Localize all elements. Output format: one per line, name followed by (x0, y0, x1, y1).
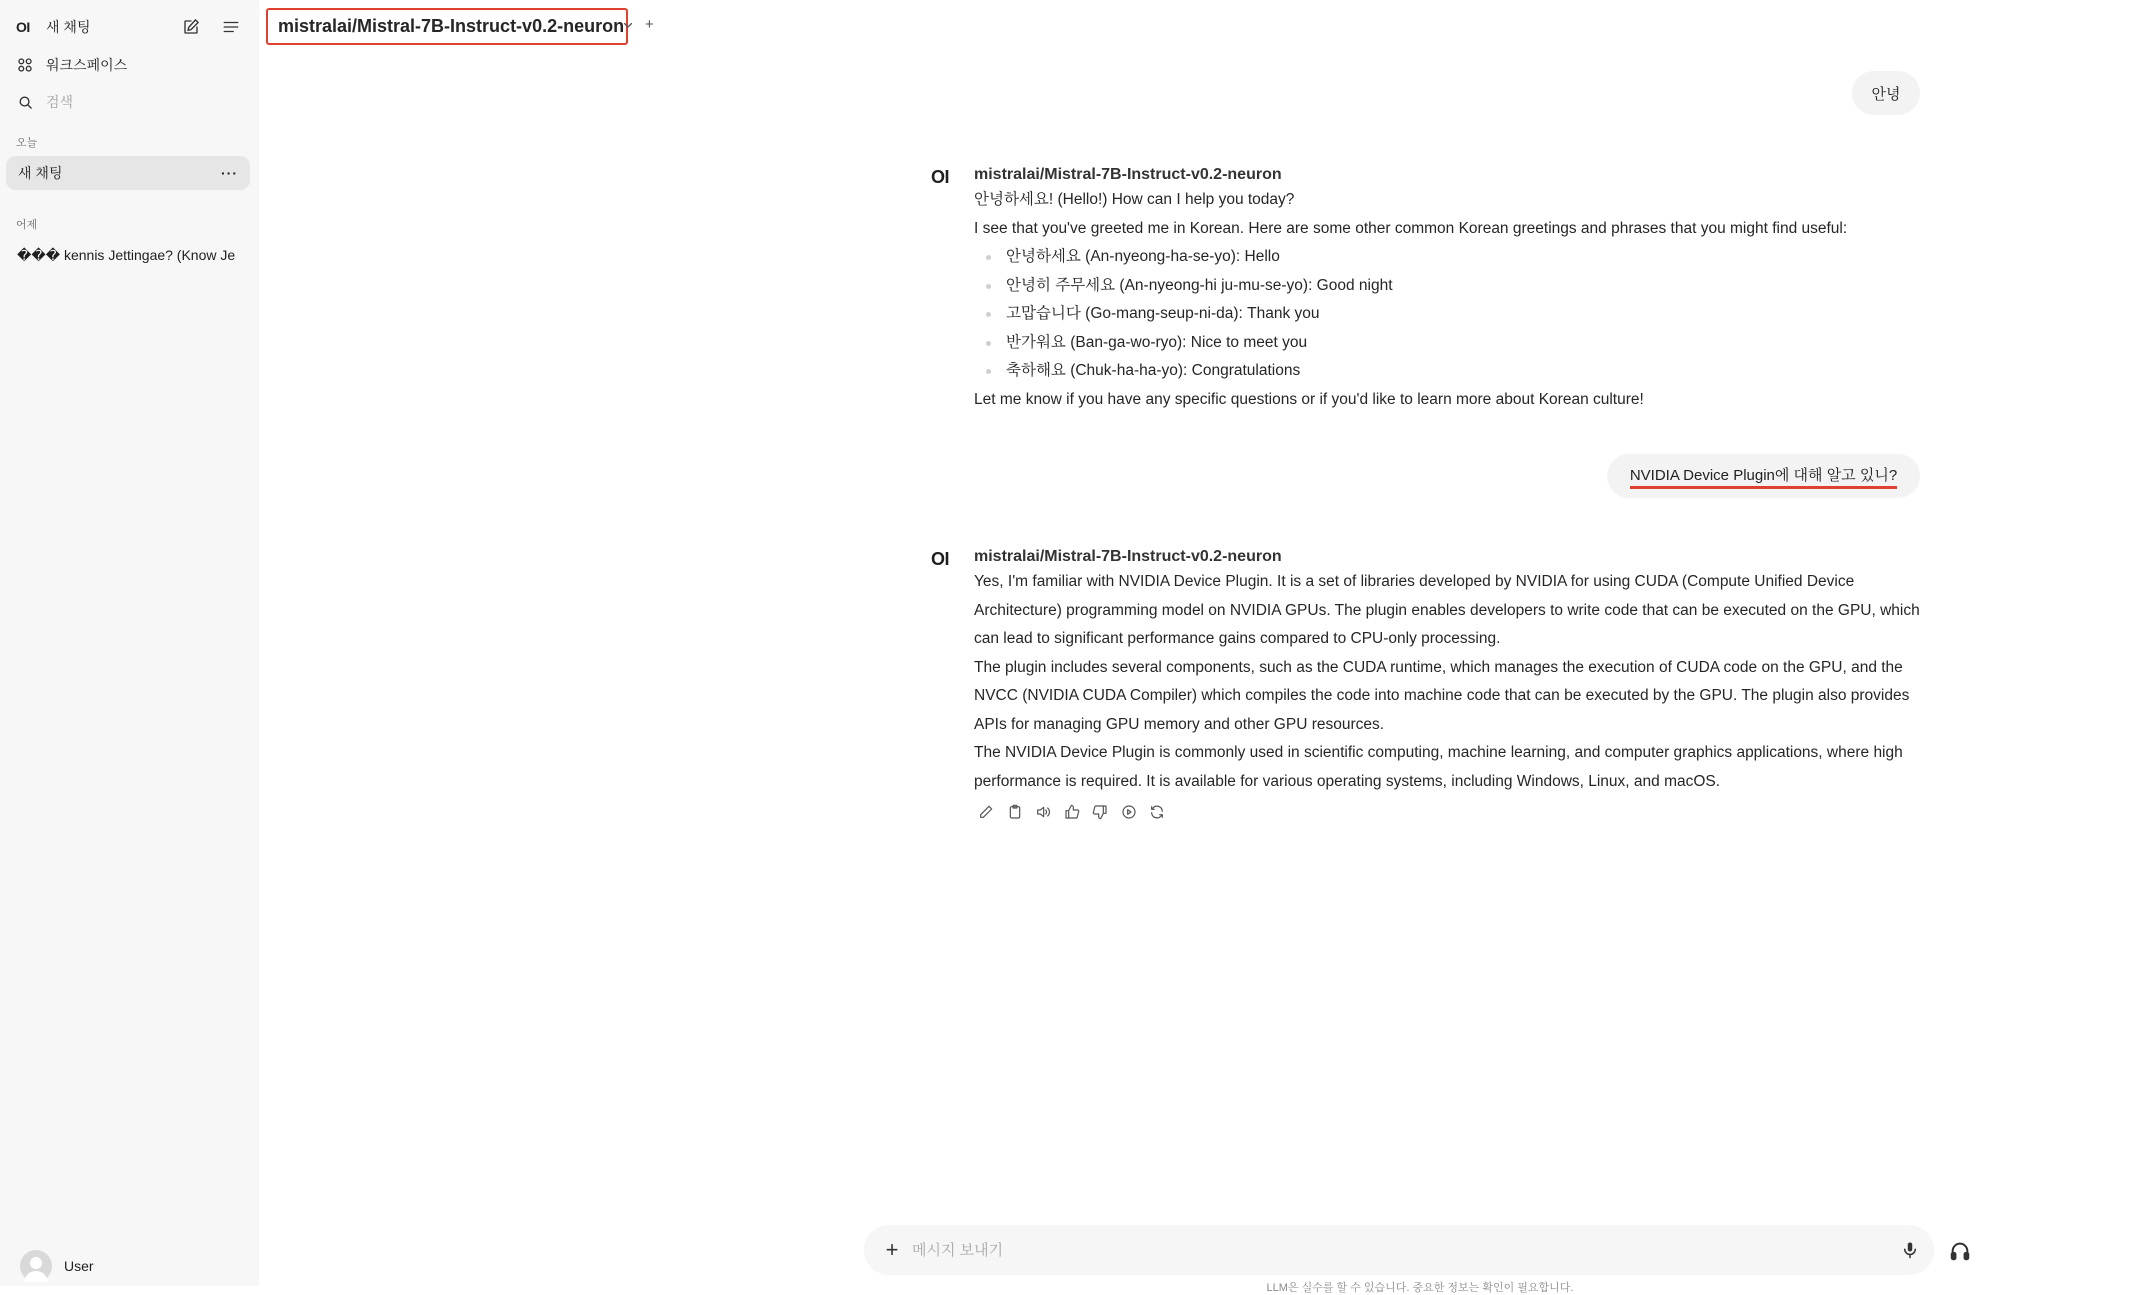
sidebar-chat-item-active[interactable] (6, 156, 250, 190)
sidebar (0, 0, 259, 1286)
menu-icon[interactable] (218, 14, 244, 40)
model-selector[interactable] (266, 8, 628, 45)
message-input[interactable] (912, 1242, 1890, 1259)
avatar (20, 1250, 52, 1282)
refresh-icon[interactable] (1147, 802, 1167, 822)
list-item: 축하해요 (Chuk-ha-ha-yo): Congratulations (974, 357, 1931, 386)
message-actions (976, 802, 1931, 822)
sidebar-item-label: 워크스페이스 (46, 57, 128, 73)
clipboard-icon[interactable] (1005, 802, 1025, 822)
app-logo[interactable]: OI (16, 19, 30, 35)
section-label-today: 오늘 (16, 137, 38, 149)
list-item: 고맙습니다 (Go-mang-seup-ni-da): Thank you (974, 300, 1931, 329)
sidebar-chat-item[interactable]: ��� kennis Jettingae? (Know Je (17, 247, 236, 263)
message-paragraph: The plugin includes several components, such as the CUDA runtime, which manages the execution of CUDA code on the GPU, and the NVCC (NVIDIA CUDA Compiler) which compiles the code into machine code that can be executed by the GPU. The plugin also provides APIs for managing GPU memory and other GPU resources. (974, 658, 1910, 733)
message-paragraph: The NVIDIA Device Plugin is commonly used in scientific computing, machine learning, and computer graphics applications, where high performance is required. It is available for various operating systems, including Windows, Linux, and macOS. (974, 744, 1903, 790)
chevron-down-icon[interactable] (622, 18, 634, 36)
new-chat-link[interactable]: 새 채팅 (46, 19, 91, 35)
attach-plus-button[interactable]: + (885, 1237, 899, 1262)
more-options-icon[interactable]: ··· (221, 165, 238, 181)
assistant-message-content (974, 568, 1931, 796)
chat-item-label: 새 채팅 (18, 165, 63, 181)
user-message-text: NVIDIA Device Plugin에 대해 알고 있니? (1630, 464, 1897, 489)
assistant-message-content (974, 186, 1931, 414)
microphone-icon[interactable] (1890, 1241, 1930, 1259)
assistant-logo: OI (931, 167, 950, 187)
speaker-icon[interactable] (1033, 802, 1053, 822)
message-paragraph: 안녕하세요! (Hello!) How can I help you today? (974, 191, 1295, 208)
assistant-model-name: mistralai/Mistral-7B-Instruct-v0.2-neuron (974, 548, 1282, 565)
message-paragraph: Yes, I'm familiar with NVIDIA Device Plugin. It is a set of libraries developed by NVIDIA for using CUDA (Compute Unified Device Architecture) programming model on NVIDIA GPUs. The plugin enables developers to write code that can be executed on the GPU, which can lead to significant performance gains compared to CPU-only processing. (974, 573, 1920, 647)
play-circle-icon[interactable] (1119, 802, 1139, 822)
search-icon (16, 93, 34, 111)
user-message-text: 안녕 (1871, 85, 1901, 103)
list-item: 안녕히 주무세요 (An-nyeong-hi ju-mu-se-yo): Good night (974, 272, 1931, 301)
assistant-message-body (974, 164, 1931, 414)
list-item: 안녕하세요 (An-nyeong-ha-se-yo): Hello (974, 243, 1931, 272)
user-menu[interactable] (20, 1250, 94, 1282)
sidebar-header (16, 14, 244, 40)
thumbs-up-icon[interactable] (1062, 802, 1082, 822)
user-message (1852, 71, 1920, 115)
model-name: mistralai/Mistral-7B-Instruct-v0.2-neuron (278, 16, 625, 36)
headphones-icon[interactable] (1947, 1238, 1973, 1264)
thumbs-down-icon[interactable] (1090, 802, 1110, 822)
assistant-model-name: mistralai/Mistral-7B-Instruct-v0.2-neuron (974, 166, 1282, 183)
message-paragraph: Let me know if you have any specific questions or if you'd like to learn more about Korean culture! (974, 390, 1644, 408)
message-composer (864, 1225, 1934, 1275)
user-name: User (64, 1258, 94, 1274)
phrase-list (974, 243, 1931, 386)
assistant-logo: OI (931, 549, 950, 569)
message-paragraph: I see that you've greeted me in Korean. Here are some other common Korean greetings and phrases that you might find useful: (974, 219, 1848, 237)
grid-icon (16, 56, 34, 74)
list-item: 반가워요 (Ban-ga-wo-ryo): Nice to meet you (974, 329, 1931, 358)
user-message (1607, 454, 1920, 498)
pencil-square-icon[interactable] (178, 14, 204, 40)
assistant-message-body (974, 546, 1931, 822)
search-input[interactable]: 검색 (46, 94, 74, 110)
pencil-icon[interactable] (976, 802, 996, 822)
sidebar-search[interactable] (16, 92, 73, 112)
add-model-button[interactable]: + (645, 16, 654, 33)
sidebar-item-workspace[interactable] (16, 55, 127, 75)
disclaimer-text: LLM은 실수를 할 수 있습니다. 중요한 정보는 확인이 필요합니다. (1266, 1282, 1574, 1294)
section-label-yesterday: 어제 (16, 219, 38, 231)
